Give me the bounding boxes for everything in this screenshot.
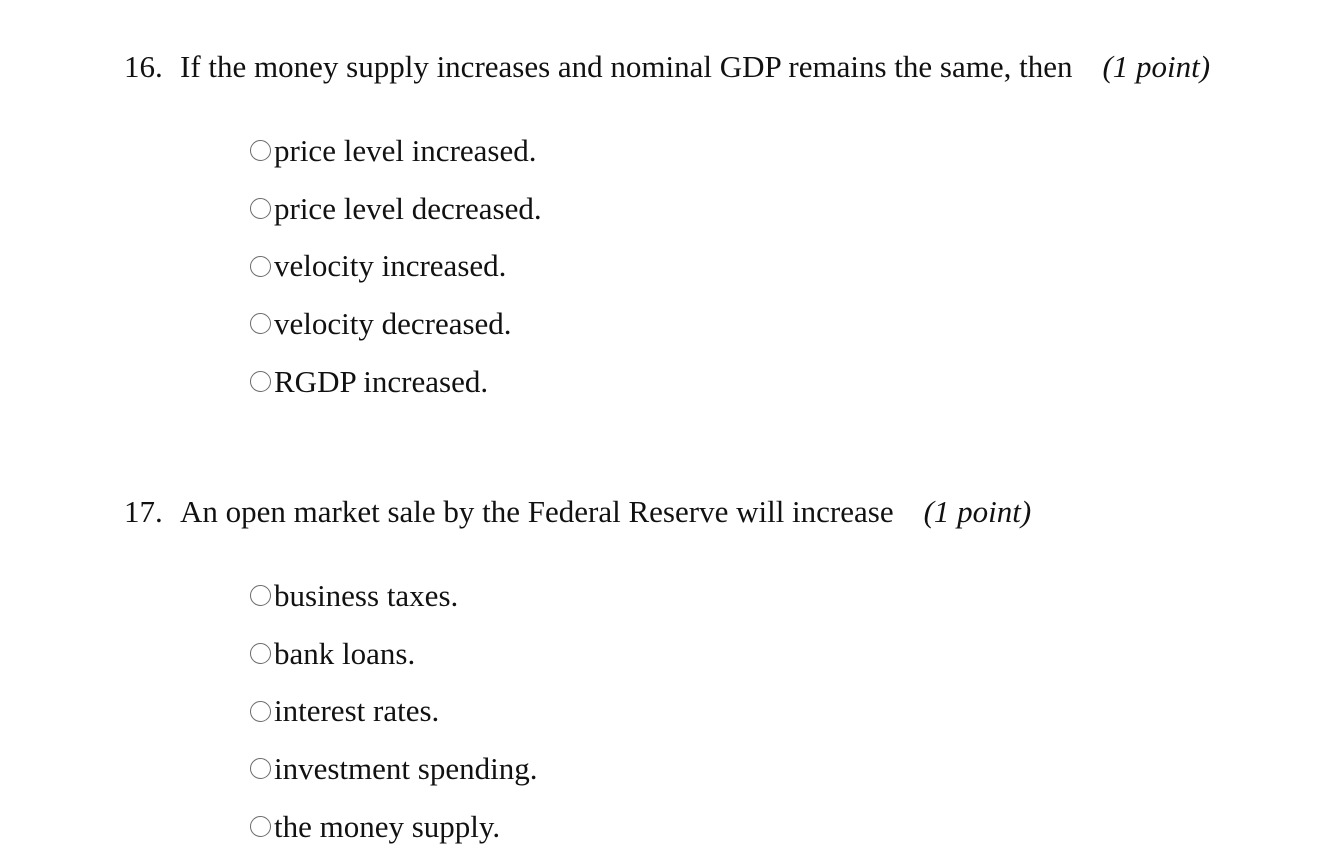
radio-button[interactable] [250, 758, 271, 779]
answer-option[interactable] [250, 353, 542, 411]
radio-button[interactable] [250, 198, 271, 219]
option-label: price level decreased. [274, 190, 542, 226]
option-label: interest rates. [274, 693, 440, 729]
radio-button[interactable] [250, 140, 271, 161]
question-number: 16. [124, 49, 163, 84]
option-label: business taxes. [274, 577, 459, 613]
option-label: velocity increased. [274, 248, 507, 284]
option-label: velocity decreased. [274, 305, 512, 341]
option-label: bank loans. [274, 635, 416, 671]
option-label: price level increased. [274, 132, 537, 168]
question-text: An open market sale by the Federal Reserve will increase [180, 494, 894, 529]
radio-button[interactable] [250, 371, 271, 392]
question-header [124, 493, 1031, 531]
answer-option[interactable] [250, 122, 542, 180]
radio-button[interactable] [250, 701, 271, 722]
question-points: (1 point) [1102, 49, 1211, 84]
question-header [124, 48, 1210, 86]
answer-options [250, 122, 542, 410]
radio-button[interactable] [250, 313, 271, 334]
option-label: the money supply. [274, 808, 501, 844]
answer-option[interactable] [250, 740, 537, 798]
answer-option[interactable] [250, 237, 542, 295]
answer-option[interactable] [250, 180, 542, 238]
question-text: If the money supply increases and nominal GDP remains the same, then [180, 49, 1073, 84]
answer-option[interactable] [250, 295, 542, 353]
answer-option[interactable] [250, 567, 537, 625]
radio-button[interactable] [250, 585, 271, 606]
radio-button[interactable] [250, 643, 271, 664]
option-label: investment spending. [274, 750, 538, 786]
option-label: RGDP increased. [274, 363, 489, 399]
question-points: (1 point) [923, 494, 1032, 529]
question-number: 17. [124, 494, 163, 529]
answer-option[interactable] [250, 625, 537, 683]
answer-option[interactable] [250, 798, 537, 856]
answer-options [250, 567, 537, 855]
answer-option[interactable] [250, 682, 537, 740]
radio-button[interactable] [250, 816, 271, 837]
radio-button[interactable] [250, 256, 271, 277]
